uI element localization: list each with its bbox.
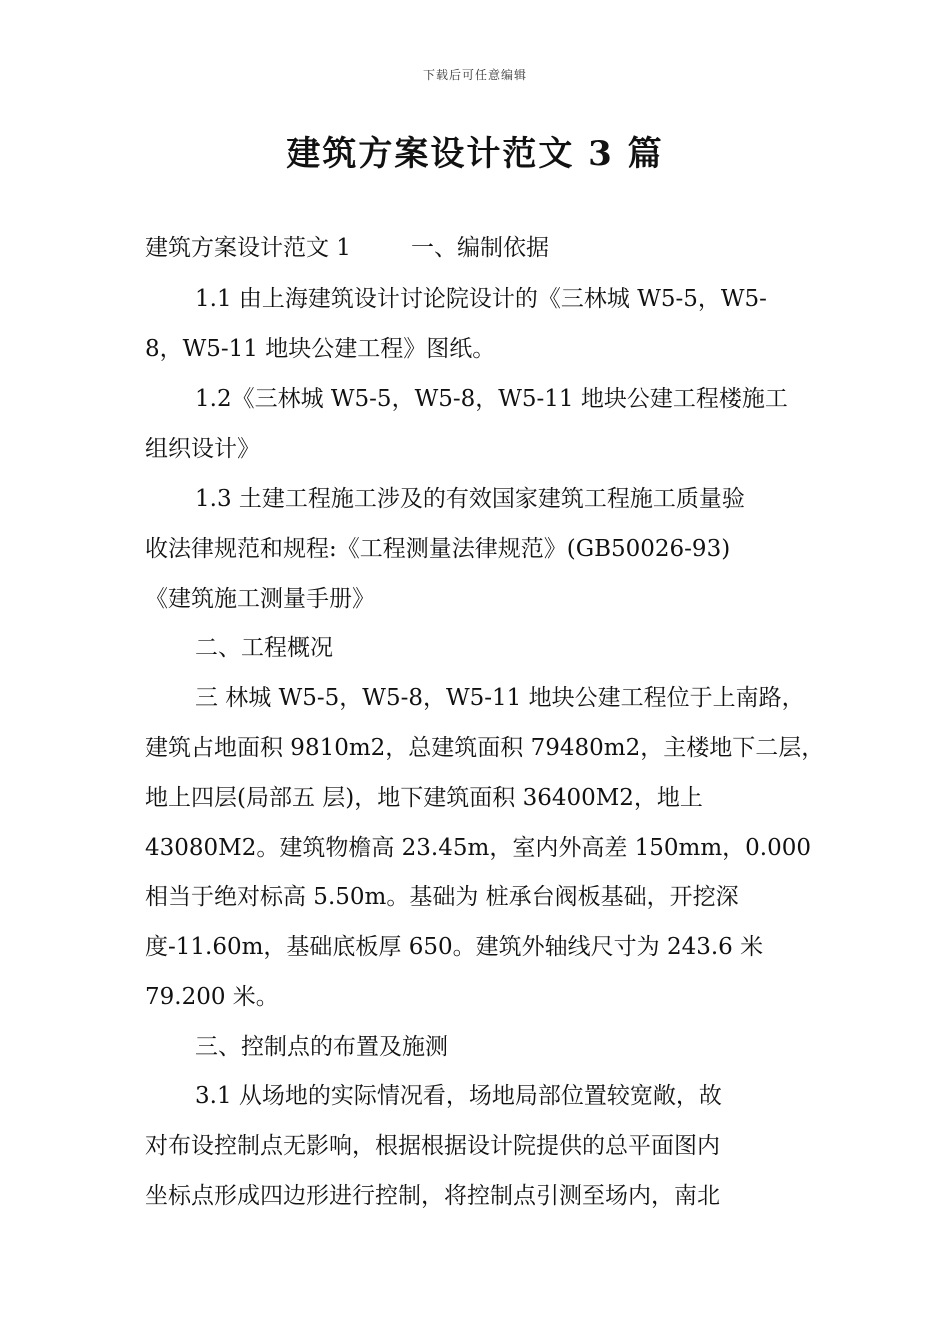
- body-line: 43080M2。建筑物檐高 23.45m，室内外高差 150mm，0.000: [145, 835, 811, 861]
- body-line: 三 林城 W5-5，W5-8，W5-11 地块公建工程位于上南路，: [195, 685, 805, 711]
- body-line: 1.3 土建工程施工涉及的有效国家建筑工程施工质量验: [195, 486, 745, 512]
- body-line: 1.2《三林城 W5-5，W5-8，W5-11 地块公建工程楼施工: [195, 386, 788, 412]
- body-line: [145, 233, 825, 263]
- body-line: 坐标点形成四边形进行控制，将控制点引测至场内，南北: [145, 1183, 720, 1209]
- section-heading: 建筑方案设计范文 1: [145, 235, 351, 261]
- body-line: 3.1 从场地的实际情况看，场地局部位置较宽敞，故: [195, 1083, 722, 1109]
- body-line: 二、工程概况: [195, 635, 333, 661]
- body-line: 三、控制点的布置及施测: [195, 1034, 448, 1060]
- body-line: 8，W5-11 地块公建工程》图纸。: [145, 336, 496, 362]
- body-line: 地上四层(局部五 层)，地下建筑面积 36400M2，地上: [145, 785, 703, 811]
- body-line: 79.200 米。: [145, 984, 279, 1010]
- body-line: 《建筑施工测量手册》: [145, 586, 375, 612]
- body-line: 收法律规范和规程:《工程测量法律规范》(GB50026-93): [145, 536, 731, 562]
- body-line: 相当于绝对标高 5.50m。基础为 桩承台阀板基础，开挖深: [145, 884, 739, 910]
- body-line: 1.1 由上海建筑设计讨论院设计的《三林城 W5-5，W5-: [195, 286, 767, 312]
- body-line: 建筑占地面积 9810m2，总建筑面积 79480m2，主楼地下二层，: [145, 735, 825, 761]
- body-line: 组织设计》: [145, 436, 260, 462]
- body-line: 对布设控制点无影响，根据根据设计院提供的总平面图内: [145, 1133, 720, 1159]
- subsection-heading: 一、编制依据: [410, 235, 549, 261]
- header-note: 下载后可任意编辑: [422, 68, 527, 82]
- body-line: 度-11.60m，基础底板厚 650。建筑外轴线尺寸为 243.6 米: [145, 934, 764, 960]
- page-title: 建筑方案设计范文 3 篇: [286, 134, 664, 174]
